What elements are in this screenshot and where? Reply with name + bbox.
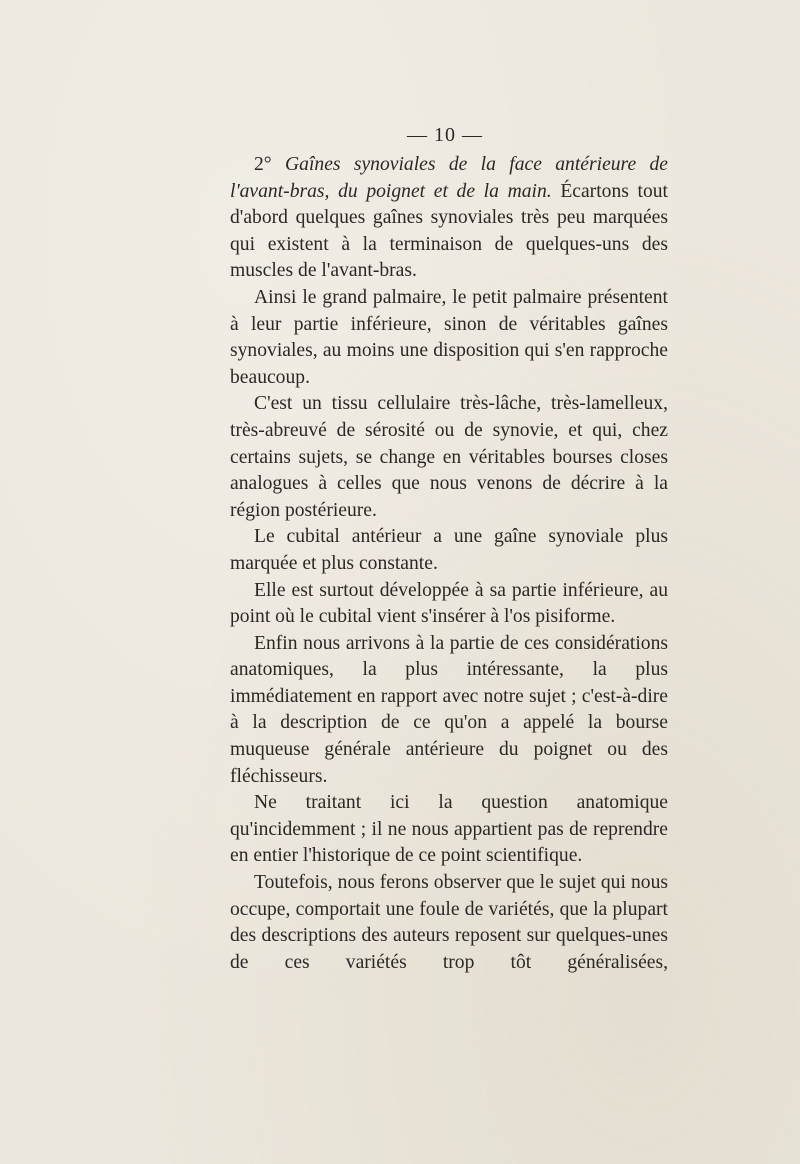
paragraph-1-text: Écartons tout d'abord quelques gaînes synoviales très peu marquées qui existent à la terminaison de quelques-uns des muscles de l'avant-bras. <box>230 180 669 282</box>
paragraph-3: C'est un tissu cellulaire très-lâche, très-lamelleux, très-abreuvé de sérosité ou de synovie, et qui, chez certains sujets, se change en véritables bourses closes analogues à celles que nous venons de décrire à la région postérieure. <box>230 393 668 521</box>
paragraph-6: Enfin nous arrivons à la partie de ces considérations anatomiques, la plus intéressante, la plus immédiatement en rapport avec notre sujet ; c'est-à-dire à la description de ce qu'on a appelé la bourse muqueuse générale antérieure du poignet ou des fléchisseurs. <box>230 632 668 787</box>
paragraph-4: Le cubital antérieur a une gaîne synoviale plus marquée et plus constante. <box>230 526 668 574</box>
paragraph-2: Ainsi le grand palmaire, le petit palmaire présentent à leur partie inférieure, sinon de véritables gaînes synoviales, au moins une disposition qui s'en rapproche beaucoup. <box>230 286 668 388</box>
page-number: — 10 — <box>407 124 483 146</box>
paragraph-1 <box>230 152 668 285</box>
section-number: 2° <box>254 154 285 175</box>
paragraph-5: Elle est surtout développée à sa partie inférieure, au point où le cubital vient s'insérer à l'os pisiforme. <box>230 579 668 628</box>
paragraph-7: Ne traitant ici la question anatomique qu'incidemment ; il ne nous appartient pas de reprendre en entier l'historique de ce point scientifique. <box>230 792 668 867</box>
section-heading: Gaînes synoviales de la face antérieure de l'avant-bras, du poignet et de la main. <box>230 154 669 202</box>
paragraph-8: Toutefois, nous ferons observer que le sujet qui nous occupe, comportait une foule de variétés, que la plupart des descriptions des auteurs reposent sur quelques-unes de ces variétés trop tôt généralisées, <box>230 872 668 973</box>
body-text <box>230 152 668 976</box>
